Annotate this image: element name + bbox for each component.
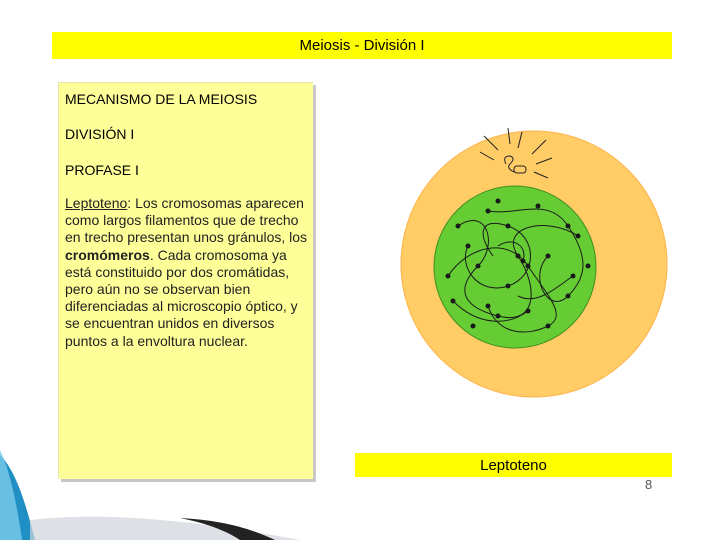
description-text-b: . Cada cromosoma ya está constituido por dos cromátidas, pero aún no se observan bien diferenciadas al microscopio óptico, y se encuentran unidos en diversos puntos a la envoltura nuclear.	[65, 246, 298, 349]
page-number: 8	[645, 477, 653, 492]
leptoteno-description	[65, 195, 313, 350]
description-text-a: : Los cromosomas aparecen como largos filamentos que de trecho en trecho presentan unos gránulos, los	[65, 195, 308, 246]
text-panel	[58, 82, 313, 479]
cromomeros-term: cromómeros	[65, 246, 150, 263]
leptotene-cell-diagram	[398, 126, 670, 446]
bottom-decoration	[0, 450, 720, 540]
leptoteno-term: Leptoteno	[65, 195, 128, 211]
heading-profase: PROFASE I	[65, 162, 139, 178]
heading-mecanismo: MECANISMO DE LA MEIOSIS	[65, 91, 258, 107]
heading-division: DIVISIÓN I	[65, 126, 135, 142]
slide-title: Meiosis - División I	[299, 37, 425, 54]
caption-text: Leptoteno	[480, 456, 547, 474]
slide-title-bar	[52, 32, 672, 59]
